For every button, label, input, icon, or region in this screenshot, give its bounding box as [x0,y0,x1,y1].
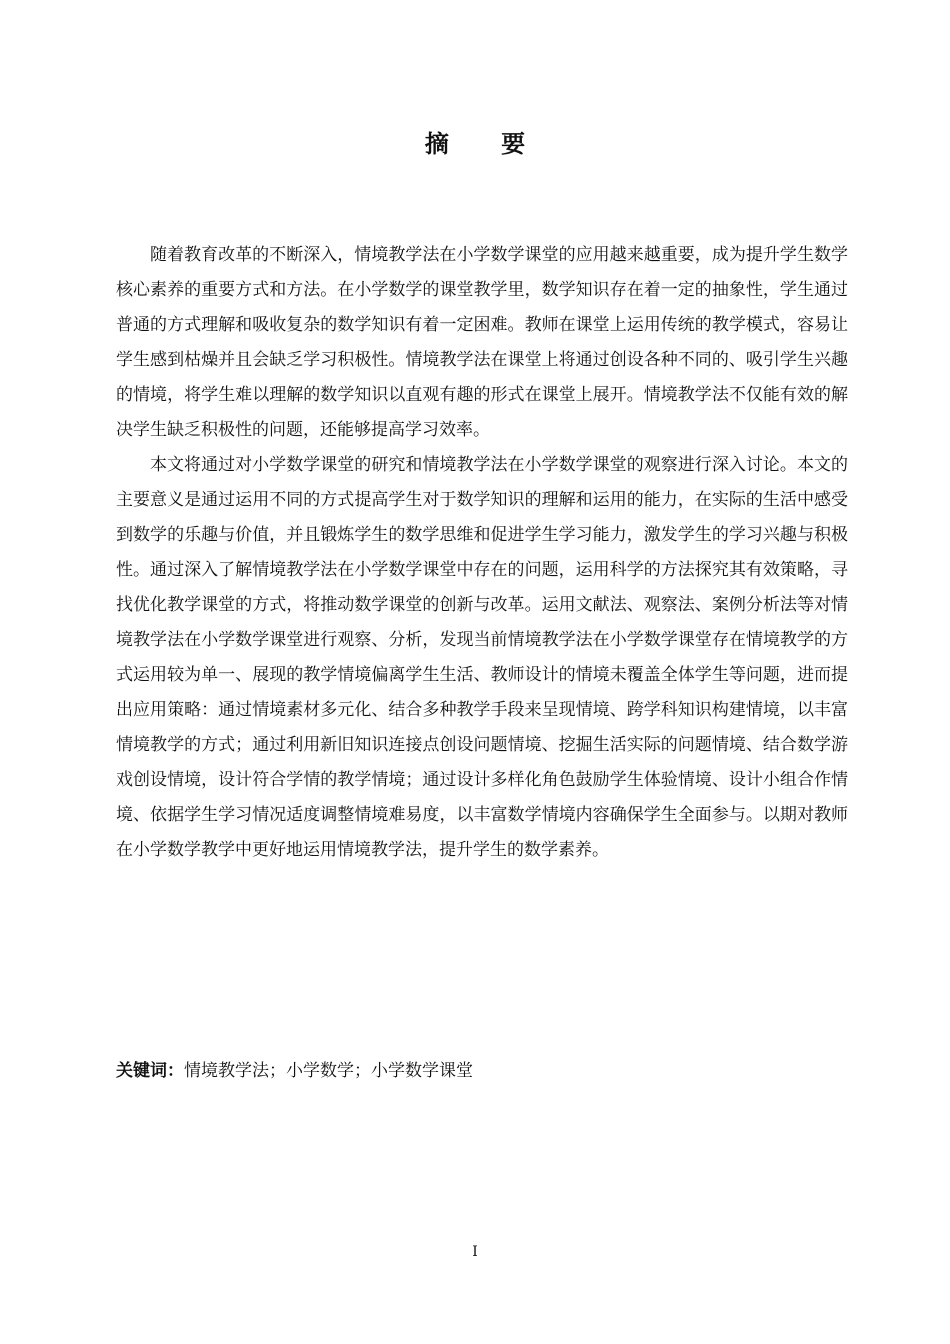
abstract-paragraph-2: 本文将通过对小学数学课堂的研究和情境教学法在小学数学课堂的观察进行深入讨论。本文的主要意义是通过运用不同的方式提高学生对于数学知识的理解和运用的能力，在实际的生活中感受到数学的乐趣与价值，并且锻炼学生的数学思维和促进学生学习能力，激发学生的学习兴趣与积极性。通过深入了解情境教学法在小学数学课堂中存在的问题，运用科学的方法探究其有效策略，寻找优化教学课堂的方式，将推动数学课堂的创新与改革。运用文献法、观察法、案例分析法等对情境教学法在小学数学课堂进行观察、分析，发现当前情境教学法在小学数学课堂存在情境教学的方式运用较为单一、展现的教学情境偏离学生生活、教师设计的情境未覆盖全体学生等问题，进而提出应用策略：通过情境素材多元化、结合多种教学手段来呈现情境、跨学科知识构建情境，以丰富情境教学的方式；通过利用新旧知识连接点创设问题情境、挖掘生活实际的问题情境、结合数学游戏创设情境，设计符合学情的教学情境；通过设计多样化角色鼓励学生体验情境、设计小组合作情境、依据学生学习情况适度调整情境难易度，以丰富数学情境内容确保学生全面参与。以期对教师在小学数学教学中更好地运用情境教学法，提升学生的数学素养。 [116,455,848,860]
abstract-paragraph-1: 随着教育改革的不断深入，情境教学法在小学数学课堂的应用越来越重要，成为提升学生数学核心素养的重要方式和方法。在小学数学的课堂教学里，数学知识存在着一定的抽象性，学生通过普通的方式理解和吸收复杂的数学知识有着一定困难。教师在课堂上运用传统的教学模式，容易让学生感到枯燥并且会缺乏学习积极性。情境教学法在课堂上将通过创设各种不同的、吸引学生兴趣的情境，将学生难以理解的数学知识以直观有趣的形式在课堂上展开。情境教学法不仅能有效的解决学生缺乏积极性的问题，还能够提高学习效率。 [116,245,848,440]
keywords-label: 关键词： [116,1061,184,1081]
keywords-line [116,1056,473,1086]
abstract-body [116,238,848,868]
page-title: 摘 要 [424,129,548,158]
page-number: I [472,1244,478,1260]
keywords-text: 情境教学法；小学数学；小学数学课堂 [184,1061,473,1081]
